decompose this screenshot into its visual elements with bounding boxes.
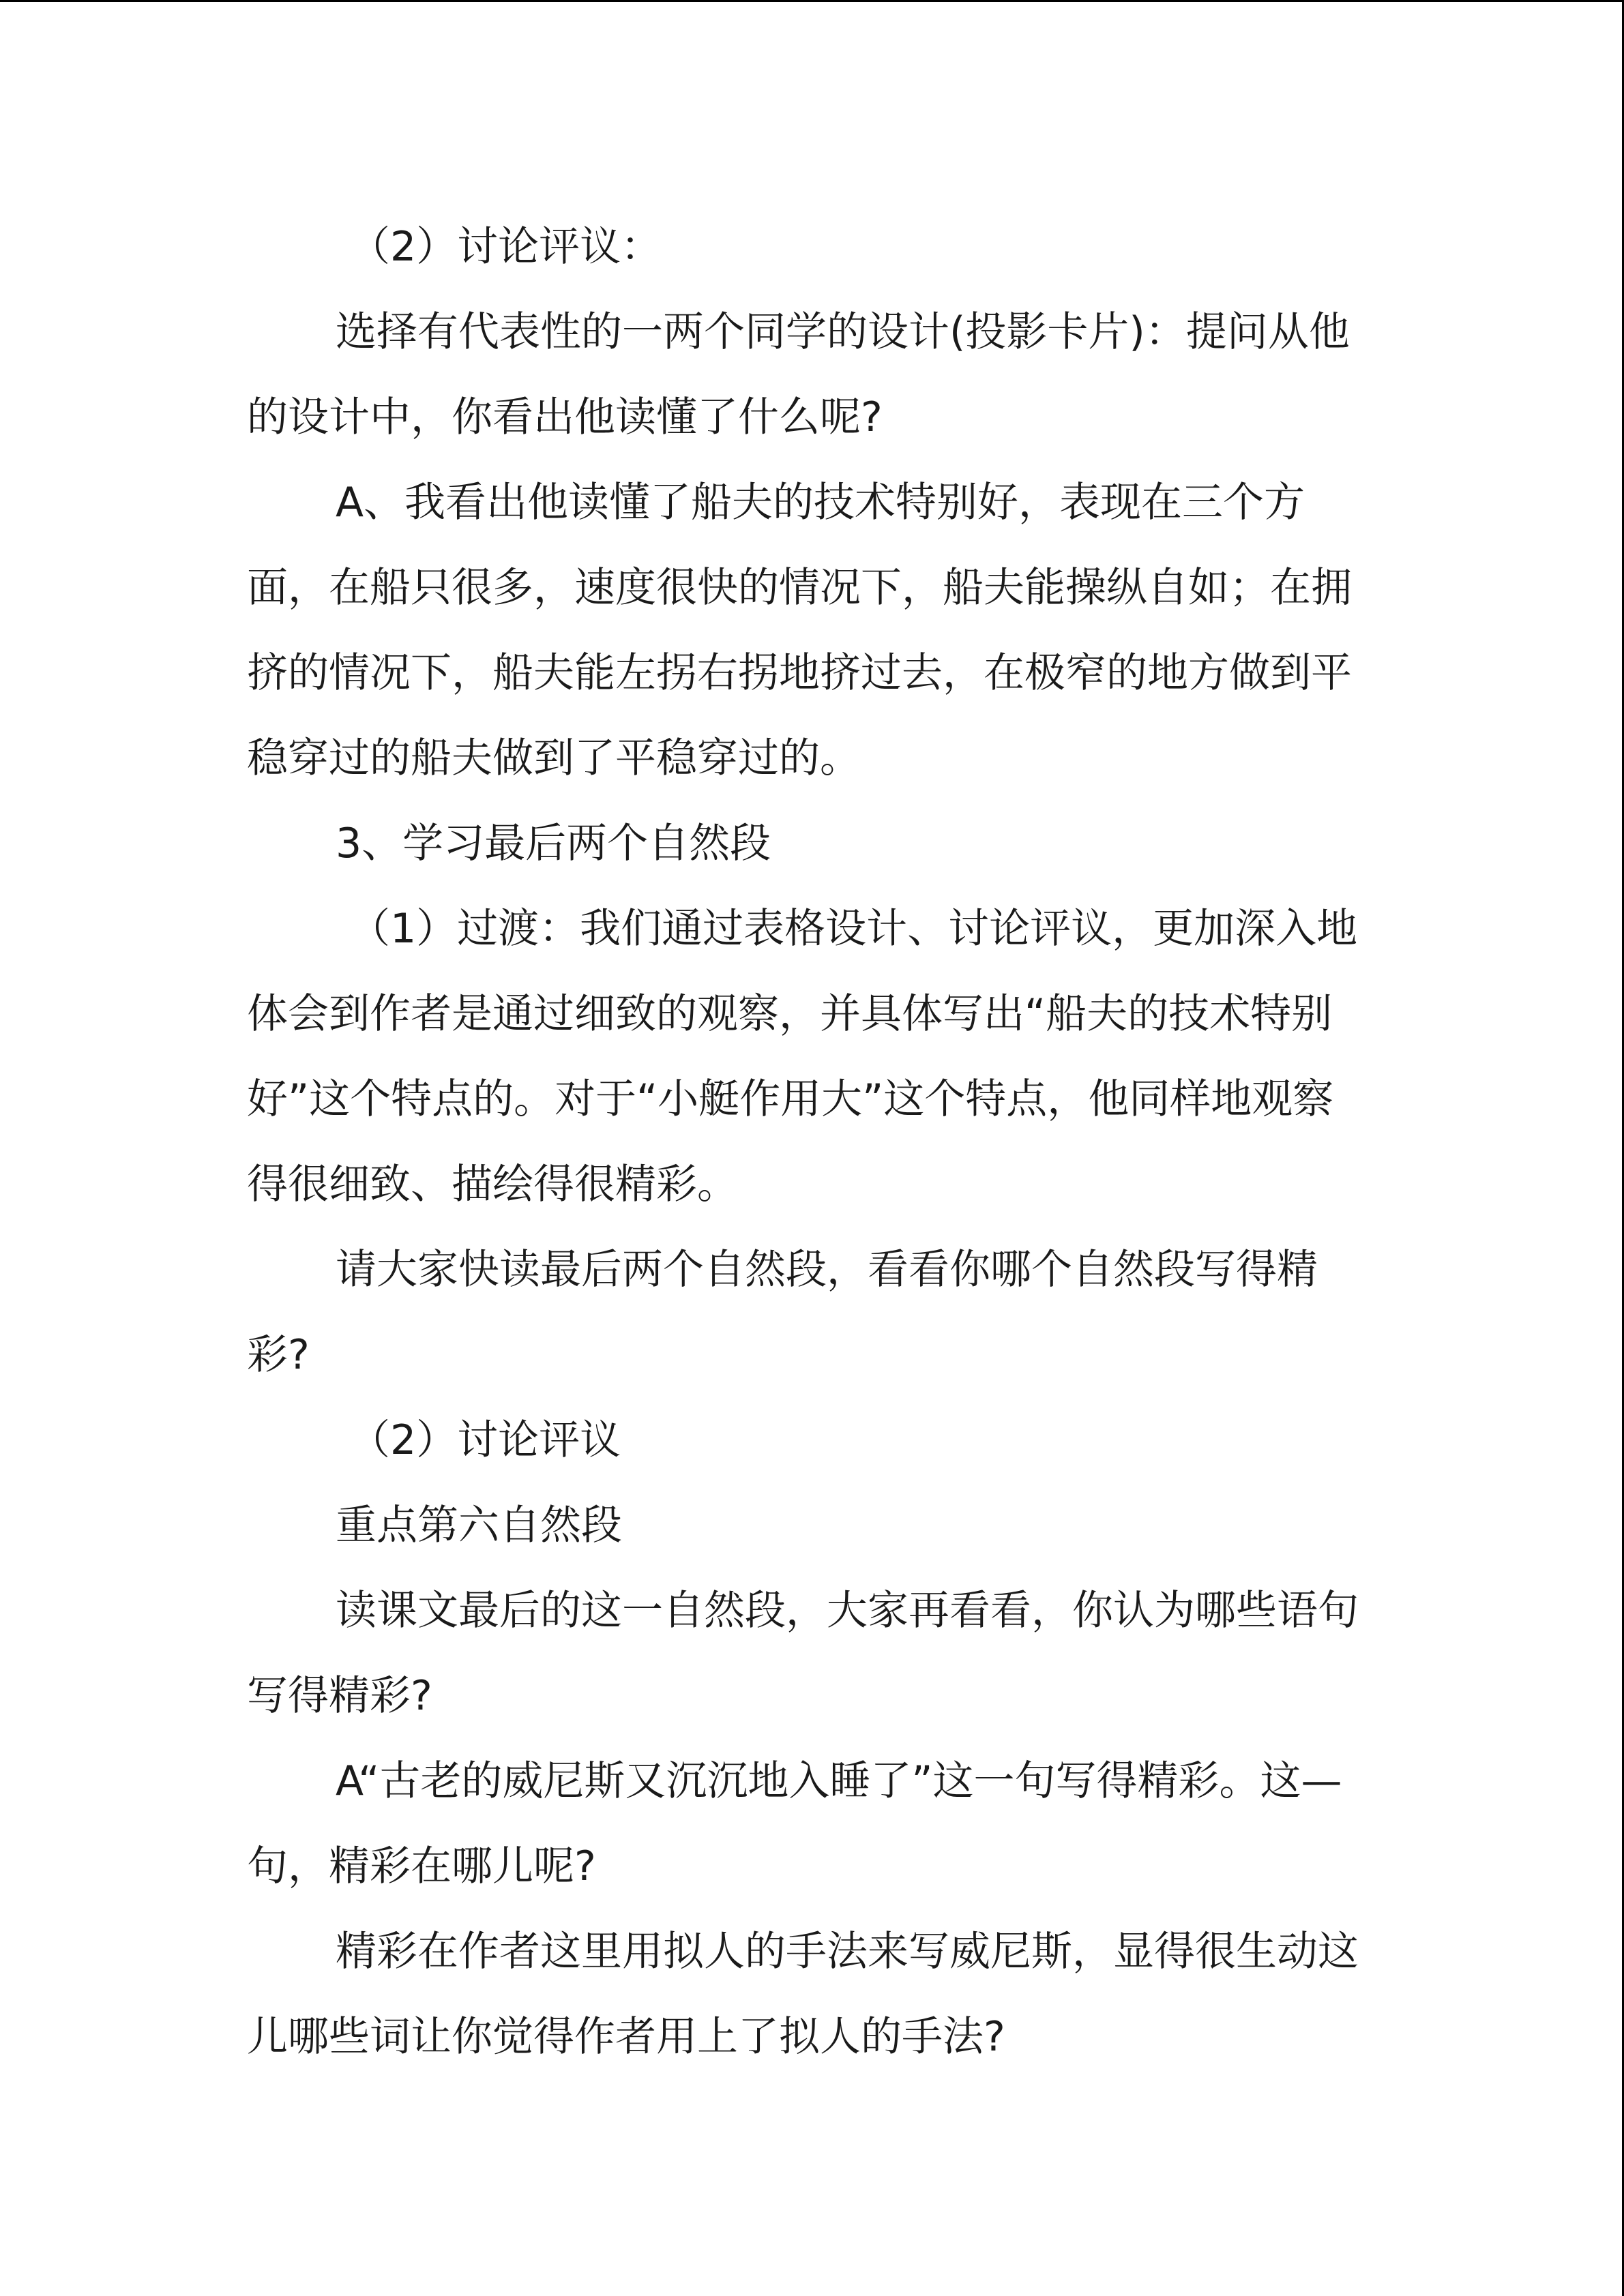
paragraph-read-last: 读课文最后的这一自然段，大家再看看，你认为哪些语句写得精彩? <box>247 1587 1359 1720</box>
paragraph-discussion-2: （2）讨论评议 <box>349 1416 621 1464</box>
paragraph-focus-sixth: 重点第六自然段 <box>336 1502 622 1549</box>
paragraph-discussion-heading: （2）讨论评议： <box>349 223 662 271</box>
paragraph-answer-venice: A“古老的威尼斯又沉沉地入睡了”这一句写得精彩。这—句，精彩在哪儿呢? <box>247 1757 1342 1890</box>
paragraph-answer-a: A、我看出他读懂了船夫的技术特别好，表现在三个方面，在船只很多，速度很快的情况下，船夫能操纵自如；在拥挤的情况下，船夫能左拐右拐地挤过去，在极窄的地方做到平稳穿过的船夫做到了平稳穿过的。 <box>247 479 1352 782</box>
paragraph-section-3: 3、学习最后两个自然段 <box>336 820 771 867</box>
paragraph-personification: 精彩在作者这里用拟人的手法来写威尼斯，显得很生动这儿哪些词让你觉得作者用上了拟人的手法? <box>247 1928 1359 2061</box>
paragraph-select-design: 选择有代表性的一两个同学的设计(投影卡片)：提问从他的设计中，你看出他读懂了什么呢? <box>247 308 1350 441</box>
paragraph-quick-read: 请大家快读最后两个自然段，看看你哪个自然段写得精彩? <box>247 1246 1318 1379</box>
paragraph-transition: （1）过渡：我们通过表格设计、讨论评议，更加深入地体会到作者是通过细致的观察，并具体写出“船夫的技术特别好”这个特点的。对于“小艇作用大”这个特点，他同样地观察得很细致、描绘得很精彩。 <box>247 905 1358 1208</box>
document-body <box>247 205 1365 2080</box>
